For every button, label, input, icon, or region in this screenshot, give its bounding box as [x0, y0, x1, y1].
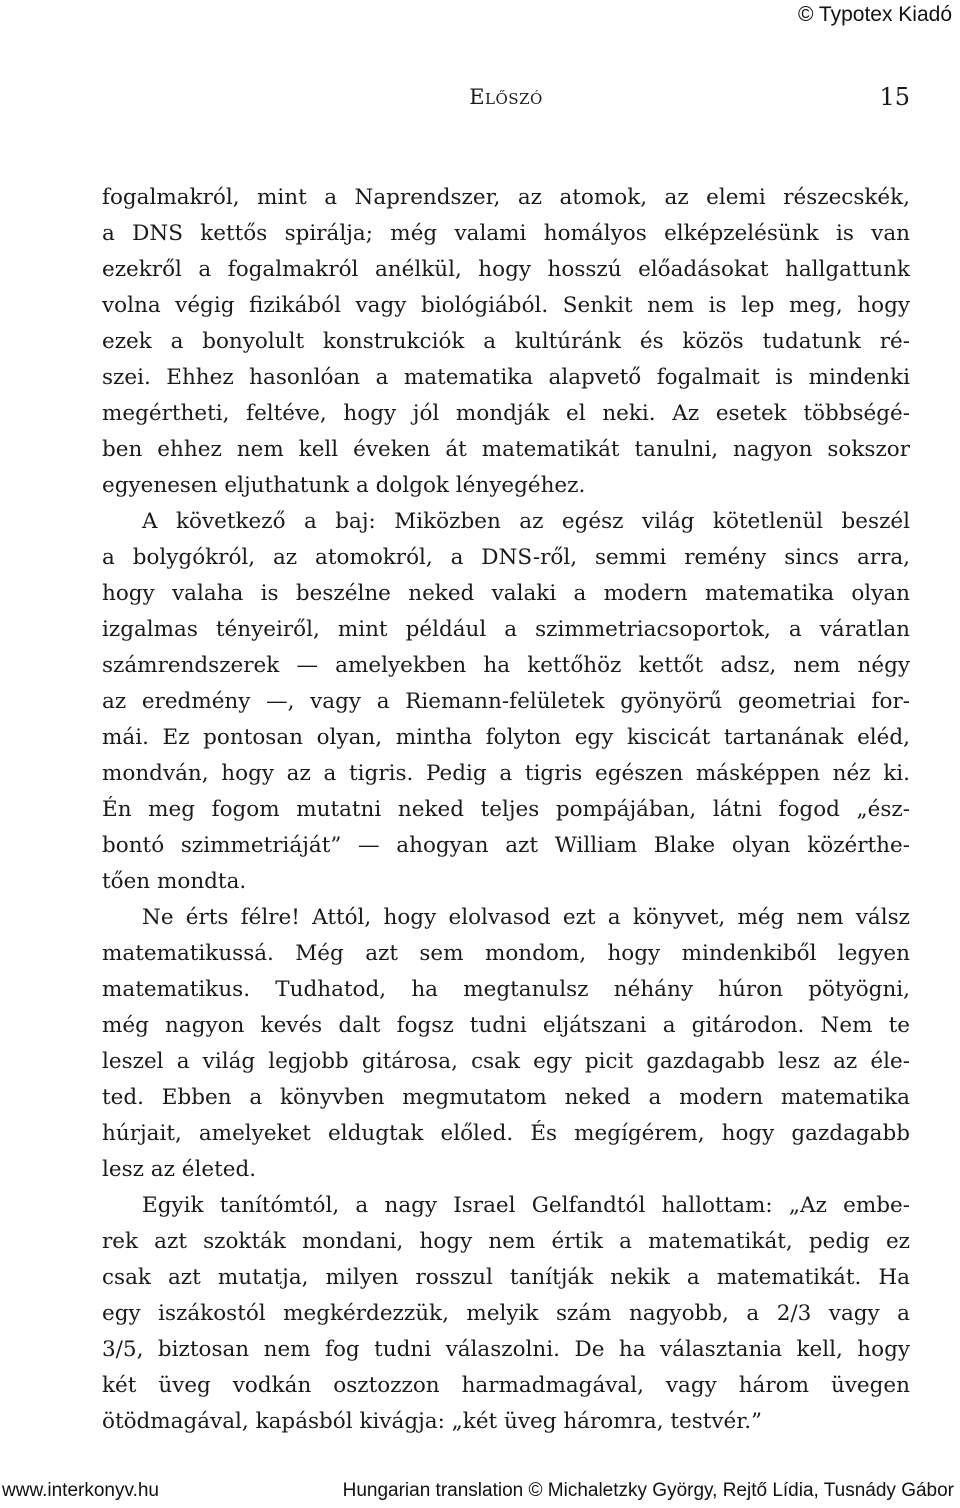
text-line: hogy valaha is beszélne neked valaki a modern matematika olyan [102, 581, 910, 606]
text-line: matematikus. Tudhatod, ha megtanulsz néhány húron pötyögni, [102, 977, 910, 1002]
text-line: bontó szimmetriáját” — ahogyan azt William Blake olyan közérthe- [102, 833, 910, 858]
text-line: az eredmény —, vagy a Riemann-felületek gyönyörű geometriai for- [102, 689, 910, 714]
text-line: tően mondta. [102, 869, 247, 894]
text-line: ötödmagával, kapásból kivágja: „két üveg háromra, testvér.” [102, 1409, 763, 1434]
chapter-title: Előszó [469, 85, 543, 109]
paragraph [102, 504, 910, 900]
text-line: 3/5, biztosan nem fog tudni válaszolni. De ha választania kell, hogy [102, 1337, 910, 1362]
text-line: ted. Ebben a könyvben megmutatom neked a modern matematika [102, 1085, 910, 1110]
paragraph [102, 180, 910, 504]
running-head [102, 80, 910, 114]
text-line: rek azt szokták mondani, hogy nem értik a matematikát, pedig ez [102, 1229, 910, 1254]
publisher-notice: © Typotex Kiadó [797, 3, 952, 26]
text-line: izgalmas tényeiről, mint például a szimmetriacsoportok, a váratlan [102, 617, 910, 642]
text-line: ezek a bonyolult konstrukciók a kultúránk és közös tudatunk ré- [102, 329, 910, 354]
text-line: lesz az életed. [102, 1157, 257, 1182]
text-line: ben ehhez nem kell éveken át matematikát tanulni, nagyon sokszor [102, 437, 910, 462]
text-line: két üveg vodkán osztozzon harmadmagával, vagy három üvegen [102, 1373, 910, 1398]
text-line: A következő a baj: Miközben az egész világ kötetlenül beszél [142, 509, 910, 534]
text-line: Egyik tanítómtól, a nagy Israel Gelfandtól hallottam: „Az embe- [142, 1193, 910, 1218]
text-line: szei. Ehhez hasonlóan a matematika alapvető fogalmait is mindenki [102, 365, 910, 390]
paragraph [102, 1188, 910, 1440]
text-line: volna végig fizikából vagy biológiából. Senkit nem is lep meg, hogy [102, 293, 910, 318]
text-line: megértheti, feltéve, hogy jól mondják el neki. Az esetek többségé- [102, 401, 910, 426]
text-line: mondván, hogy az a tigris. Pedig a tigris egészen másképpen néz ki. [102, 761, 910, 786]
text-line: egy iszákostól megkérdezzük, melyik szám nagyobb, a 2/3 vagy a [102, 1301, 910, 1326]
page-number: 15 [879, 83, 910, 111]
text-line: matematikussá. Még azt sem mondom, hogy mindenkiből legyen [102, 941, 910, 966]
text-line: Én meg fogom mutatni neked teljes pompájában, látni fogod „ész- [102, 797, 910, 822]
footer-website: www.interkonyv.hu [2, 1480, 159, 1501]
footer-translation-credit: Hungarian translation © Michaletzky György, Rejtő Lídia, Tusnády Gábor [342, 1480, 954, 1501]
footer [0, 1478, 960, 1504]
text-line: leszel a világ legjobb gitárosa, csak egy picit gazdagabb lesz az éle- [102, 1049, 910, 1074]
body-text [102, 180, 910, 1440]
text-line: egyenesen eljuthatunk a dolgok lényegéhez. [102, 473, 586, 498]
text-line: húrjait, amelyeket eldugtak előled. És megígérem, hogy gazdagabb [102, 1121, 910, 1146]
text-line: Ne érts félre! Attól, hogy elolvasod ezt a könyvet, még nem válsz [142, 905, 910, 930]
text-line: mái. Ez pontosan olyan, mintha folyton egy kiscicát tartanának eléd, [102, 725, 910, 750]
text-line: a DNS kettős spirálja; még valami homályos elképzelésünk is van [102, 221, 910, 246]
text-line: még nagyon kevés dalt fogsz tudni eljátszani a gitárodon. Nem te [102, 1013, 910, 1038]
text-line: ezekről a fogalmakról anélkül, hogy hosszú előadásokat hallgattunk [102, 257, 910, 282]
paragraph [102, 900, 910, 1188]
text-line: fogalmakról, mint a Naprendszer, az atomok, az elemi részecskék, [102, 185, 910, 210]
text-line: csak azt mutatja, milyen rosszul tanítják nekik a matematikát. Ha [102, 1265, 910, 1290]
text-line: számrendszerek — amelyekben ha kettőhöz kettőt adsz, nem négy [102, 653, 910, 678]
text-line: a bolygókról, az atomokról, a DNS-ről, semmi remény sincs arra, [102, 545, 910, 570]
